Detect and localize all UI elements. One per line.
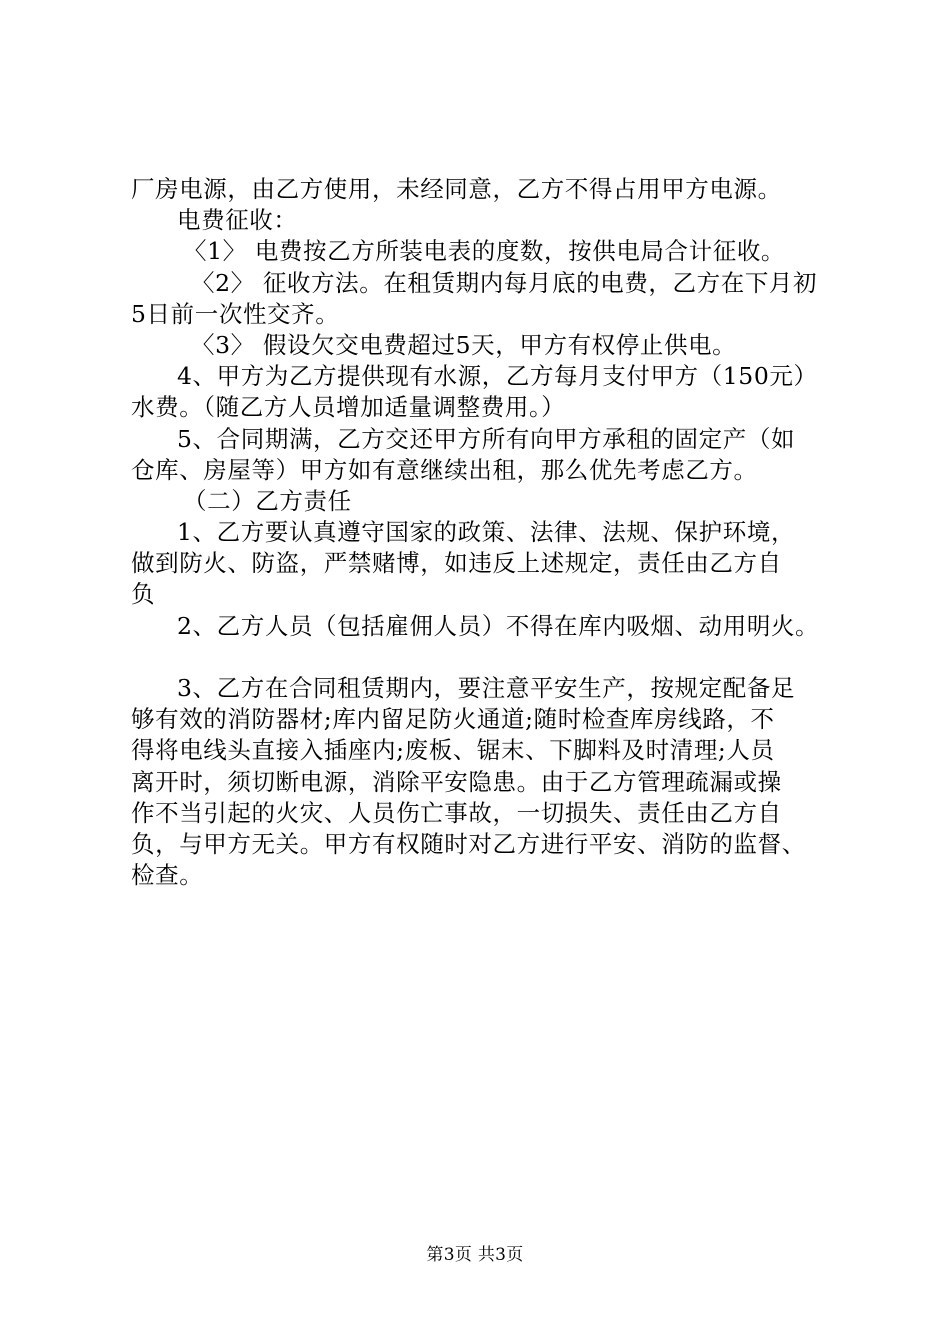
body-line: 得将电线头直接入插座内;废板、锯末、下脚料及时清理;人员 xyxy=(131,736,775,765)
body-line: 负 xyxy=(131,580,156,609)
body-line: 仓库、房屋等）甲方如有意继续出租，那么优先考虑乙方。 xyxy=(131,455,758,484)
section-heading-electricity-fee: 电费征收： xyxy=(177,206,298,235)
body-line: 够有效的消防器材;库内留足防火通道;随时检查库房线路，不 xyxy=(131,705,775,734)
clause-item: 5、合同期满，乙方交还甲方所有向甲方承租的固定产（如 xyxy=(177,424,796,453)
section-heading-party-b-responsibility: （二）乙方责任 xyxy=(183,486,352,515)
paragraph-gap xyxy=(131,642,851,673)
list-item: 〈1〉 电费按乙方所装电表的度数，按供电局合计征收。 xyxy=(183,237,786,266)
clause-item: 3、乙方在合同租赁期内，要注意平安生产，按规定配备足 xyxy=(177,674,796,702)
body-line: 作不当引起的火灾、人员伤亡事故，一切损失、责任由乙方自 xyxy=(131,798,782,827)
body-line: 水费。（随乙方人员增加适量调整费用。） xyxy=(131,393,566,422)
list-item: 〈2〉 征收方法。在租赁期内每月底的电费，乙方在下月初 xyxy=(191,268,818,297)
body-line: 厂房电源，由乙方使用，未经同意，乙方不得占用甲方电源。 xyxy=(131,175,782,203)
list-item: 〈3〉 假设欠交电费超过5天，甲方有权停止供电。 xyxy=(191,330,737,359)
body-line: 做到防火、防盗，严禁赌博，如违反上述规定，责任由乙方自 xyxy=(131,549,782,578)
page-number: 第3页 共3页 xyxy=(426,1245,524,1265)
body-line: 负，与甲方无关。甲方有权随时对乙方进行平安、消防的监督、 xyxy=(131,829,806,858)
clause-item: 2、乙方人员（包括雇佣人员）不得在库内吸烟、动用明火。 xyxy=(177,611,820,640)
document-body xyxy=(131,174,851,891)
clause-item: 4、甲方为乙方提供现有水源，乙方每月支付甲方（150元） xyxy=(177,362,818,391)
page-footer xyxy=(0,1244,950,1266)
clause-item: 1、乙方要认真遵守国家的政策、法律、法规、保护环境， xyxy=(177,518,796,547)
body-line: 检查。 xyxy=(131,861,204,890)
body-line: 离开时，须切断电源，消除平安隐患。由于乙方管理疏漏或操 xyxy=(131,767,782,796)
body-line: 5日前一次性交齐。 xyxy=(131,299,340,328)
